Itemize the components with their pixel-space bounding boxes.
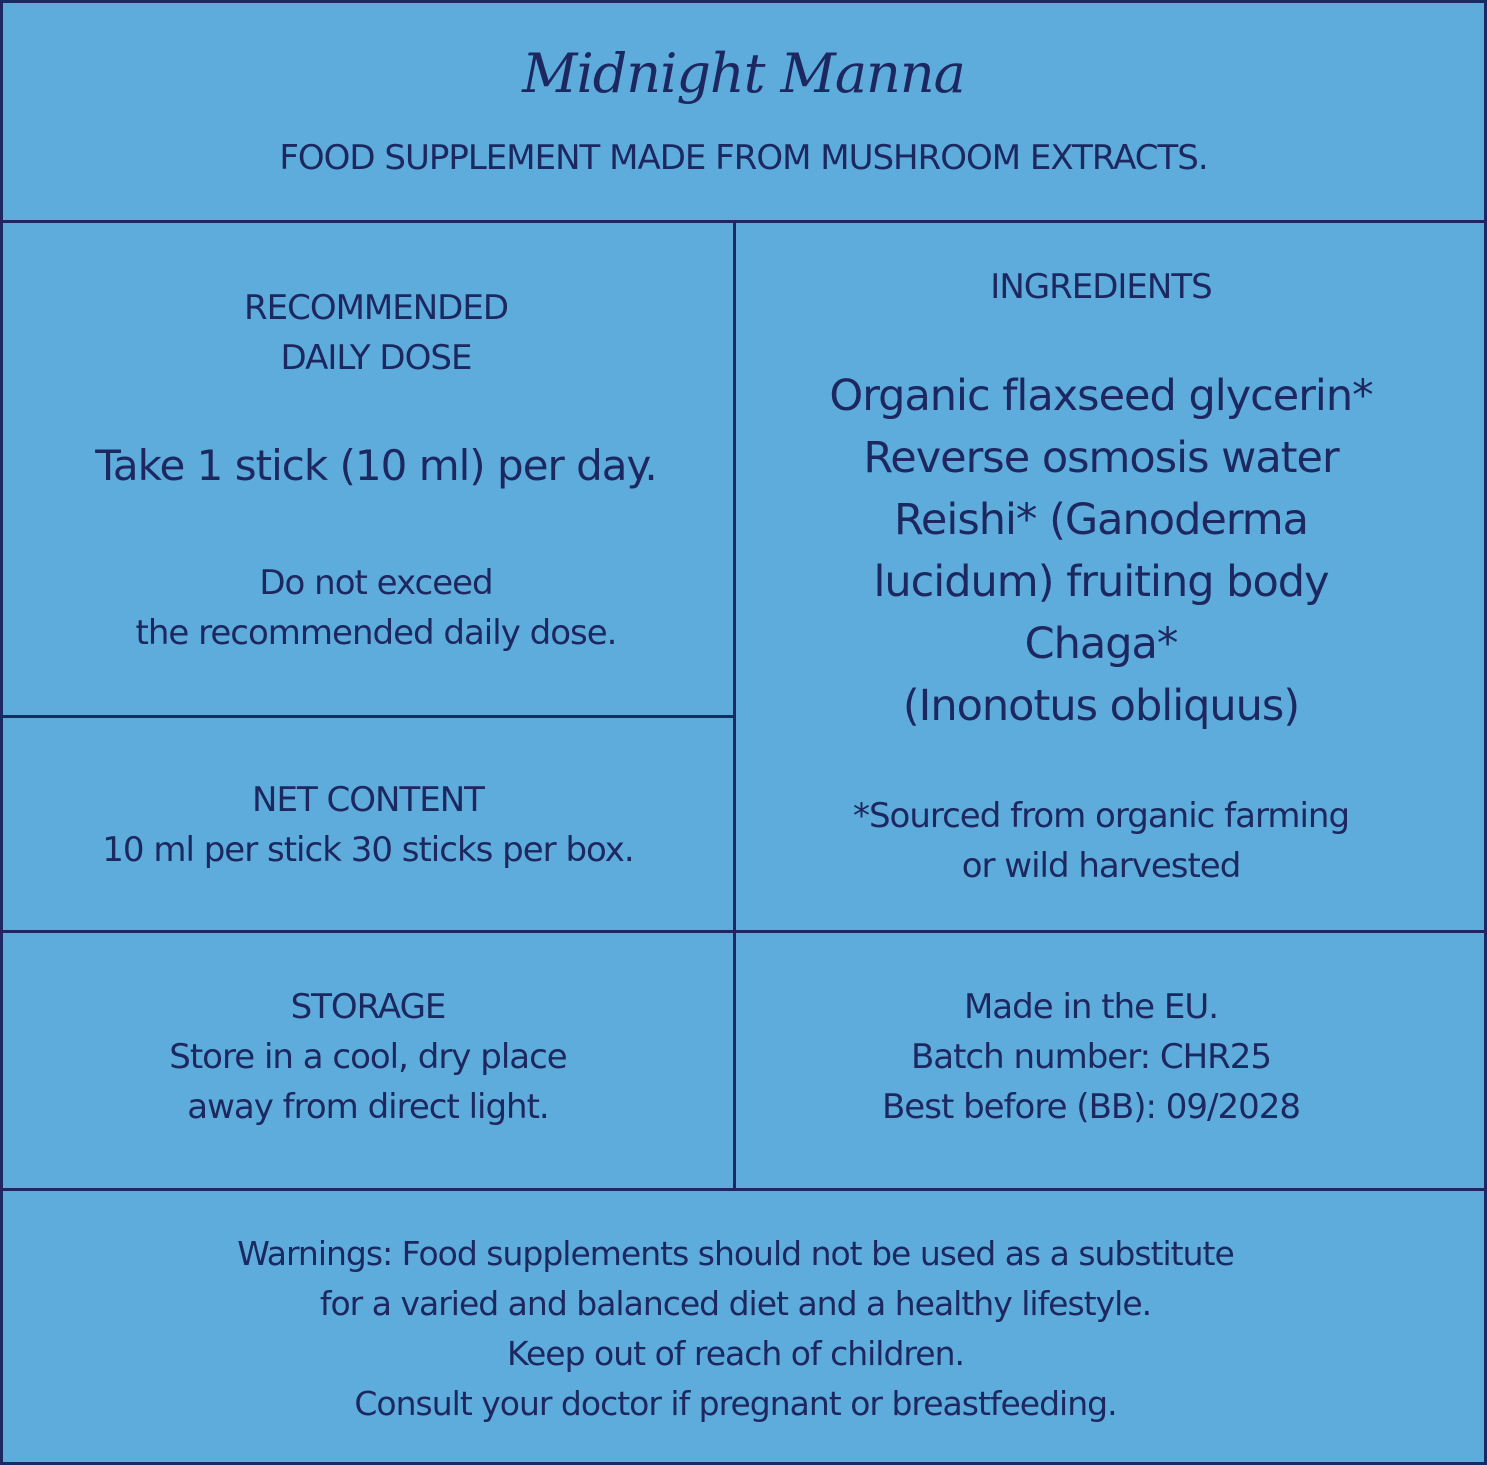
batch-number: Batch number: CHR25 [910, 1037, 1272, 1077]
warnings-section [3, 1229, 1468, 1429]
dose-instruction-text: Take 1 stick (10 ml) per day. [95, 441, 657, 490]
footnote-line1: *Sourced from organic farming [852, 796, 1350, 836]
storage-line1: Store in a cool, dry place [169, 1037, 567, 1077]
product-subtitle: FOOD SUPPLEMENT MADE FROM MUSHROOM EXTRACTS. [279, 138, 1208, 178]
dose-instruction [3, 438, 749, 494]
warning-line: Consult your doctor if pregnant or breastfeeding. [354, 1384, 1117, 1423]
dose-heading-line2: DAILY DOSE [280, 338, 472, 378]
dose-section [3, 283, 749, 383]
warning-line: for a varied and balanced diet and a healthy lifestyle. [319, 1284, 1152, 1323]
brand-name: Midnight Manna [522, 42, 965, 105]
net-content-heading: NET CONTENT [252, 780, 484, 820]
ingredient-line: (Inonotus obliquus) [902, 681, 1300, 731]
divider-dose-net [3, 715, 734, 718]
storage-line2: away from direct light. [187, 1087, 549, 1127]
ingredient-line: Reishi* (Ganoderma [893, 495, 1309, 545]
storage-heading: STORAGE [290, 987, 446, 1027]
storage-section [3, 982, 733, 1132]
made-in-text: Made in the EU. [963, 987, 1219, 1027]
ingredient-line: Organic flaxseed glycerin* [829, 371, 1373, 421]
ingredients-heading-text: INGREDIENTS [990, 267, 1212, 307]
ingredients-heading [736, 262, 1466, 312]
divider-warnings [3, 1188, 1484, 1191]
ingredients-footnote [736, 791, 1466, 891]
best-before-date: Best before (BB): 09/2028 [881, 1087, 1300, 1127]
ingredients-list [736, 365, 1466, 737]
divider-middle [3, 930, 1484, 933]
warning-line: Keep out of reach of children. [507, 1334, 964, 1373]
divider-header [3, 220, 1484, 223]
dose-caution-line2: the recommended daily dose. [135, 613, 617, 653]
dose-caution-line1: Do not exceed [259, 563, 493, 603]
ingredient-line: Chaga* [1024, 619, 1178, 669]
dose-heading-line1: RECOMMENDED [243, 288, 509, 328]
warning-line: Warnings: Food supplements should not be used as a substitute [237, 1234, 1234, 1273]
net-content-text: 10 ml per stick 30 sticks per box. [102, 830, 634, 870]
ingredient-line: Reverse osmosis water [863, 433, 1339, 483]
origin-section [736, 982, 1446, 1132]
ingredient-line: lucidum) fruiting body [873, 557, 1329, 607]
dose-caution [3, 558, 749, 658]
net-content-section [3, 775, 733, 875]
footnote-line2: or wild harvested [961, 846, 1241, 886]
